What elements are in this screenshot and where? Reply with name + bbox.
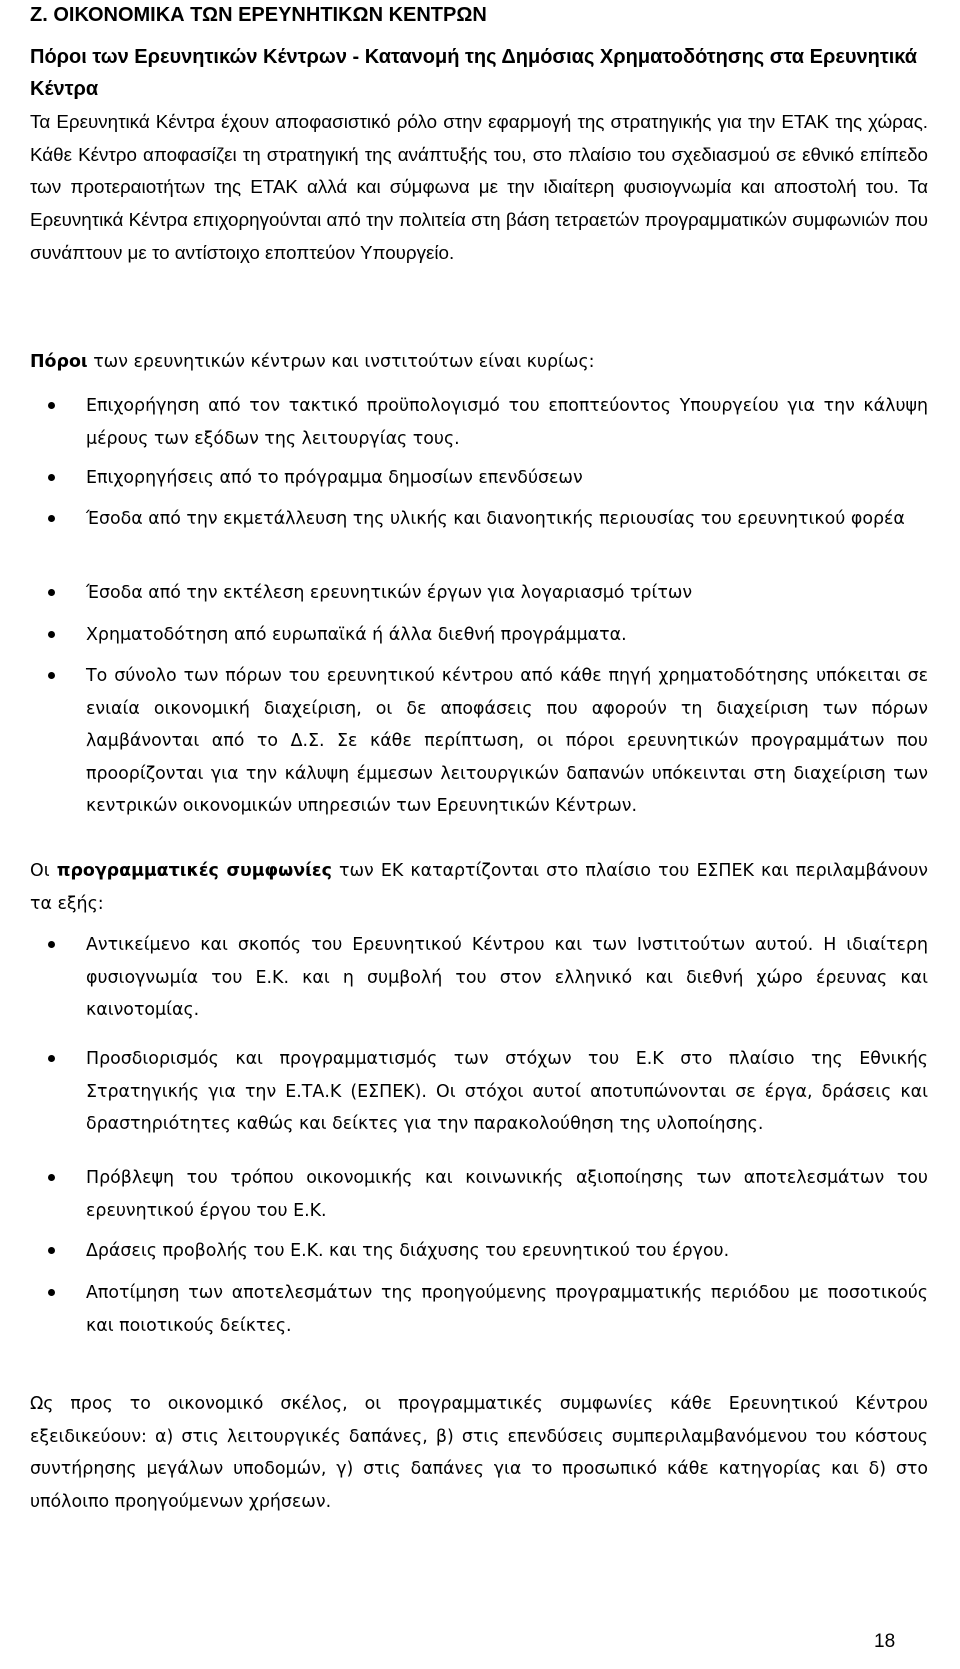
- resources-intro-rest: των ερευνητικών κέντρων και ινστιτούτων είναι κυρίως:: [87, 352, 595, 372]
- bullet-icon: [48, 1055, 55, 1062]
- list-item: Επιχορήγηση από τον τακτικό προϋπολογισμό του εποπτεύοντος Υπουργείου για την κάλυψη μέρους των εξόδων της λειτουργίας τους.: [86, 390, 928, 455]
- bullet-icon: [48, 672, 55, 679]
- bullet-icon: [48, 1247, 55, 1254]
- closing-paragraph: Ως προς το οικονομικό σκέλος, οι προγραμματικές συμφωνίες κάθε Ερευνητικού Κέντρου εξειδικεύουν: α) στις λειτουργικές δαπάνες, β) στις επενδύσεις συμπεριλαμβανόμενου του κόστους συντήρησης μεγάλων υποδομών, γ) στις δαπάνες για το προσωπικό κάθε κατηγορίας και δ) στο υπόλοιπο προηγούμενων χρήσεων.: [30, 1394, 928, 1512]
- bullet-icon: [48, 515, 55, 522]
- list-item: Χρηματοδότηση από ευρωπαϊκά ή άλλα διεθνή προγράμματα.: [86, 619, 928, 652]
- bullet-icon: [48, 941, 55, 948]
- intro-paragraph: Τα Ερευνητικά Κέντρα έχουν αποφασιστικό ρόλο στην εφαρμογή της στρατηγικής για την ΕΤΑΚ της χώρας. Κάθε Κέντρο αποφασίζει τη στρατηγική της ανάπτυξής του, στο πλαίσιο του σχεδιασμού σε εθνικό επίπεδο των προτεραιοτήτων της ΕΤΑΚ αλλά και σύμφωνα με την ιδιαίτερη φυσιογνωμία και αποστολή του. Τα Ερευνητικά Κέντρα επιχορηγούνται από την πολιτεία στη βάση τετραετών προγραμματικών συμφωνιών που συνάπτουν με το αντίστοιχο εποπτεύον Υπουργείο.: [30, 111, 928, 263]
- bullet-icon: [48, 1174, 55, 1181]
- list-item: Προσδιορισμός και προγραμματισμός των στόχων του Ε.Κ στο πλαίσιο της Εθνικής Στρατηγικής για την Ε.ΤΑ.Κ (ΕΣΠΕΚ). Οι στόχοι αυτοί αποτυπώνονται σε έργα, δράσεις και δραστηριότητες καθώς και δείκτες για την παρακολούθηση της υλοποίησης.: [86, 1043, 928, 1141]
- list-item: Δράσεις προβολής του Ε.Κ. και της διάχυσης του ερευνητικού του έργου.: [86, 1235, 928, 1268]
- bullet-icon: [48, 631, 55, 638]
- bullet-icon: [48, 589, 55, 596]
- list-item: Επιχορηγήσεις από το πρόγραμμα δημοσίων επενδύσεων: [86, 462, 928, 495]
- bullet-icon: [48, 402, 55, 409]
- list-item: Έσοδα από την εκτέλεση ερευνητικών έργων για λογαριασμό τρίτων: [86, 577, 928, 610]
- agreements-intro-bold: προγραμματικές συμφωνίες: [56, 861, 332, 881]
- resources-intro: [30, 346, 928, 379]
- resources-intro-bold: Πόροι: [30, 352, 88, 372]
- agreements-intro: Οι προγραμματικές συμφωνίες των ΕΚ καταρτίζονται στο πλαίσιο του ΕΣΠΕΚ και περιλαμβάνουν τα εξής:: [30, 861, 929, 914]
- list-item: Αντικείμενο και σκοπός του Ερευνητικού Κέντρου και των Ινστιτούτων αυτού. Η ιδιαίτερη φυσιογνωμία του Ε.Κ. και η συμβολή του στον ελληνικό και διεθνή χώρο έρευνας και καινοτομίας.: [86, 929, 928, 1027]
- section-heading: Ζ. ΟΙΚΟΝΟΜΙΚΑ ΤΩΝ ΕΡΕΥΝΗΤΙΚΩΝ ΚΕΝΤΡΩΝ: [30, 4, 487, 26]
- bullet-icon: [48, 474, 55, 481]
- list-item: Το σύνολο των πόρων του ερευνητικού κέντρου από κάθε πηγή χρηματοδότησης υπόκειται σε ενιαία οικονομική διαχείριση, οι δε αποφάσεις που αφορούν τη διαχείριση των πόρων λαμβάνονται από το Δ.Σ. Σε κάθε περίπτωση, οι πόροι ερευνητικών προγραμμάτων που προορίζονται για την κάλυψη έμμεσων λειτουργικών δαπανών υπόκεινται στη διαχείριση των κεντρικών οικονομικών υπηρεσιών των Ερευνητικών Κέντρων.: [86, 660, 928, 823]
- page-number: 18: [874, 1631, 896, 1652]
- list-item: Πρόβλεψη του τρόπου οικονομικής και κοινωνικής αξιοποίησης των αποτελεσμάτων του ερευνητικού έργου του Ε.Κ.: [86, 1162, 928, 1227]
- list-item: Έσοδα από την εκμετάλλευση της υλικής και διανοητικής περιουσίας του ερευνητικού φορέα: [86, 503, 928, 536]
- bullet-icon: [48, 1289, 55, 1296]
- section-subheading: Πόροι των Ερευνητικών Κέντρων - Κατανομή της Δημόσιας Χρηματοδότησης στα Ερευνητικά Κέντρα: [30, 46, 918, 100]
- list-item: Αποτίμηση των αποτελεσμάτων της προηγούμενης προγραμματικής περιόδου με ποσοτικούς και ποιοτικούς δείκτες.: [86, 1277, 928, 1342]
